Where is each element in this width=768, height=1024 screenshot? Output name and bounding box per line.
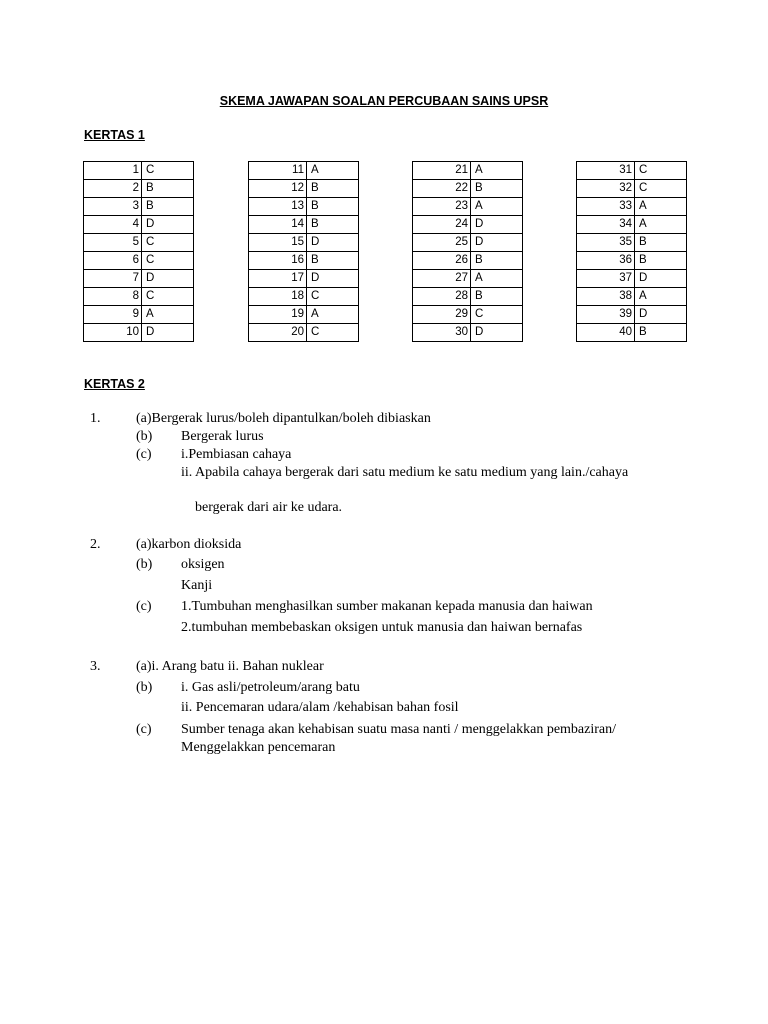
- sub-question-label: (b): [136, 680, 153, 695]
- answer-table-3: [412, 161, 523, 342]
- answer-key: B: [471, 252, 523, 270]
- sub-question-label: (c): [136, 722, 152, 737]
- question-number: 24: [413, 216, 471, 234]
- table-row: [577, 288, 687, 306]
- table-row: [413, 270, 523, 288]
- question-number: 3: [84, 198, 142, 216]
- answer-key: D: [635, 270, 687, 288]
- sub-question-label: (a)i. Arang batu ii. Bahan nuklear: [136, 659, 324, 674]
- answer-key: B: [635, 234, 687, 252]
- table-row: [84, 234, 194, 252]
- question-number: 22: [413, 180, 471, 198]
- answer-text: 2.tumbuhan membebaskan oksigen untuk manusia dan haiwan bernafas: [181, 620, 583, 635]
- question-number: 16: [249, 252, 307, 270]
- table-row: [577, 324, 687, 342]
- answer-key: D: [635, 306, 687, 324]
- table-row: [577, 252, 687, 270]
- question-number: 39: [577, 306, 635, 324]
- answer-text: 1.Tumbuhan menghasilkan sumber makanan kepada manusia dan haiwan: [181, 599, 593, 614]
- answer-key: C: [142, 162, 194, 180]
- page-title: SKEMA JAWAPAN SOALAN PERCUBAAN SAINS UPSR: [219, 94, 549, 108]
- table-row: [577, 162, 687, 180]
- question-number: 14: [249, 216, 307, 234]
- answer-key: B: [635, 324, 687, 342]
- answer-text: Menggelakkan pencemaran: [181, 740, 336, 755]
- kertas2-heading: KERTAS 2: [84, 377, 145, 391]
- answer-key: B: [471, 180, 523, 198]
- answer-text: i. Gas asli/petroleum/arang batu: [181, 680, 360, 695]
- answer-key: C: [471, 306, 523, 324]
- answer-key: B: [471, 288, 523, 306]
- question-number: 32: [577, 180, 635, 198]
- answer-key: D: [307, 234, 359, 252]
- answer-key: C: [142, 288, 194, 306]
- table-row: [84, 162, 194, 180]
- table-row: [577, 216, 687, 234]
- question-number: 1: [84, 162, 142, 180]
- question-number: 33: [577, 198, 635, 216]
- table-row: [84, 288, 194, 306]
- table-row: [249, 270, 359, 288]
- answer-table-2: [248, 161, 359, 342]
- answer-key: B: [307, 180, 359, 198]
- table-row: [413, 198, 523, 216]
- answer-key: A: [635, 216, 687, 234]
- answer-key: D: [471, 234, 523, 252]
- table-row: [577, 198, 687, 216]
- question-number: 30: [413, 324, 471, 342]
- table-row: [84, 216, 194, 234]
- table-row: [249, 288, 359, 306]
- table-row: [249, 198, 359, 216]
- answer-key: B: [142, 180, 194, 198]
- question-number: 21: [413, 162, 471, 180]
- question-number: 37: [577, 270, 635, 288]
- answer-key: C: [142, 234, 194, 252]
- answer-key: A: [307, 162, 359, 180]
- question-number: 36: [577, 252, 635, 270]
- answer-text: oksigen: [181, 557, 225, 572]
- question-number: 25: [413, 234, 471, 252]
- question-number: 38: [577, 288, 635, 306]
- answer-text: Sumber tenaga akan kehabisan suatu masa nanti / menggelakkan pembaziran/: [181, 722, 617, 737]
- question-number: 28: [413, 288, 471, 306]
- answer-key: C: [307, 324, 359, 342]
- sub-question-label: (c): [136, 447, 152, 462]
- question-number: 26: [413, 252, 471, 270]
- question-number: 23: [413, 198, 471, 216]
- table-row: [249, 234, 359, 252]
- answer-key: B: [142, 198, 194, 216]
- answer-key: D: [142, 324, 194, 342]
- answer-text: ii. Apabila cahaya bergerak dari satu medium ke satu medium yang lain./cahaya: [181, 465, 629, 480]
- question-number: 17: [249, 270, 307, 288]
- question-number: 15: [249, 234, 307, 252]
- table-row: [577, 306, 687, 324]
- question-number: 10: [84, 324, 142, 342]
- answer-key: A: [471, 198, 523, 216]
- question-number: 19: [249, 306, 307, 324]
- table-row: [84, 306, 194, 324]
- answer-text: ii. Pencemaran udara/alam /kehabisan bahan fosil: [181, 700, 459, 715]
- table-row: [84, 324, 194, 342]
- question-number: 1.: [90, 411, 101, 426]
- answer-table-4: [576, 161, 687, 342]
- answer-text: Bergerak lurus: [181, 429, 264, 444]
- sub-question-label: (c): [136, 599, 152, 614]
- answer-key: B: [307, 252, 359, 270]
- table-row: [84, 180, 194, 198]
- answer-key: A: [471, 162, 523, 180]
- answer-key: C: [307, 288, 359, 306]
- table-row: [249, 324, 359, 342]
- kertas1-heading: KERTAS 1: [84, 128, 145, 142]
- question-number: 6: [84, 252, 142, 270]
- answer-key: B: [307, 216, 359, 234]
- question-number: 9: [84, 306, 142, 324]
- sub-question-label: (a)karbon dioksida: [136, 537, 242, 552]
- answer-table-1: [83, 161, 194, 342]
- table-row: [249, 306, 359, 324]
- table-row: [413, 288, 523, 306]
- answer-key: D: [471, 216, 523, 234]
- question-number: 8: [84, 288, 142, 306]
- answer-key: C: [635, 180, 687, 198]
- question-number: 29: [413, 306, 471, 324]
- answer-key: D: [471, 324, 523, 342]
- table-row: [413, 234, 523, 252]
- answer-text: bergerak dari air ke udara.: [195, 500, 343, 515]
- question-number: 11: [249, 162, 307, 180]
- question-number: 12: [249, 180, 307, 198]
- question-number: 40: [577, 324, 635, 342]
- table-row: [577, 234, 687, 252]
- answer-key: A: [635, 198, 687, 216]
- answer-text: Kanji: [181, 578, 213, 593]
- answer-key: B: [307, 198, 359, 216]
- answer-key: A: [635, 288, 687, 306]
- question-number: 13: [249, 198, 307, 216]
- answer-key: D: [142, 216, 194, 234]
- table-row: [249, 216, 359, 234]
- question-number: 18: [249, 288, 307, 306]
- table-row: [84, 198, 194, 216]
- sub-question-label: (b): [136, 557, 153, 572]
- answer-key: A: [307, 306, 359, 324]
- answer-key: D: [142, 270, 194, 288]
- answer-key: A: [142, 306, 194, 324]
- table-row: [577, 180, 687, 198]
- answer-key: D: [307, 270, 359, 288]
- answer-key: A: [471, 270, 523, 288]
- question-number: 4: [84, 216, 142, 234]
- question-number: 7: [84, 270, 142, 288]
- answer-key: B: [635, 252, 687, 270]
- question-number: 2.: [90, 537, 101, 552]
- question-number: 31: [577, 162, 635, 180]
- answer-key: C: [635, 162, 687, 180]
- table-row: [84, 252, 194, 270]
- table-row: [413, 162, 523, 180]
- question-number: 2: [84, 180, 142, 198]
- table-row: [413, 216, 523, 234]
- table-row: [577, 270, 687, 288]
- table-row: [413, 306, 523, 324]
- table-row: [249, 180, 359, 198]
- answer-text: i.Pembiasan cahaya: [181, 447, 292, 462]
- question-number: 35: [577, 234, 635, 252]
- table-row: [249, 162, 359, 180]
- question-number: 5: [84, 234, 142, 252]
- question-number: 34: [577, 216, 635, 234]
- table-row: [84, 270, 194, 288]
- table-row: [249, 252, 359, 270]
- table-row: [413, 180, 523, 198]
- answer-key: C: [142, 252, 194, 270]
- sub-question-label: (b): [136, 429, 153, 444]
- question-number: 3.: [90, 659, 101, 674]
- sub-question-label: (a)Bergerak lurus/boleh dipantulkan/boleh dibiaskan: [136, 411, 431, 426]
- table-row: [413, 324, 523, 342]
- table-row: [413, 252, 523, 270]
- question-number: 20: [249, 324, 307, 342]
- question-number: 27: [413, 270, 471, 288]
